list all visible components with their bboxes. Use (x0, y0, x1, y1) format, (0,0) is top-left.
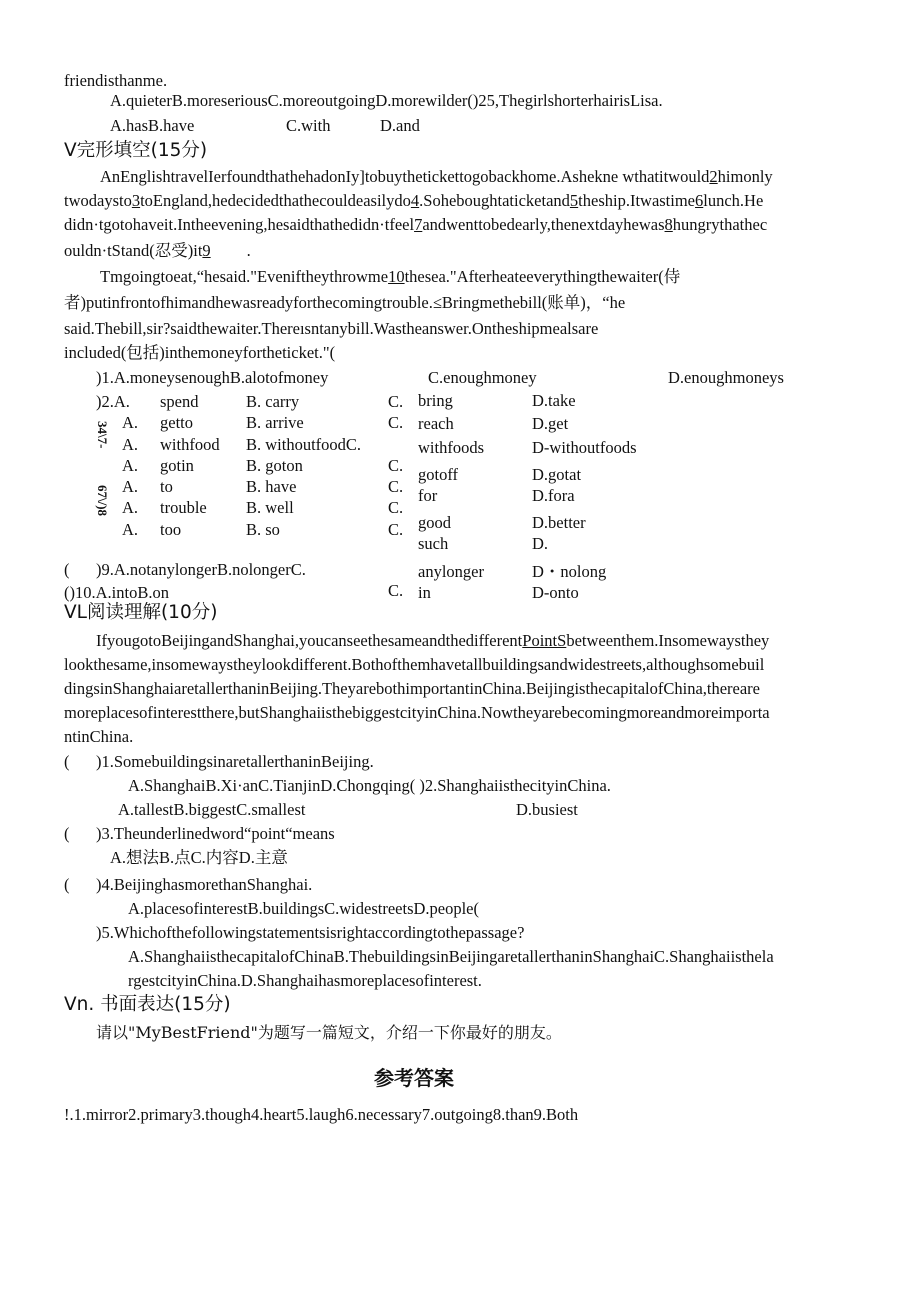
passage-text: twodaysto (64, 191, 132, 210)
cloze-q9-paren: ( (64, 560, 70, 579)
side-question-numbers-top: 34\7- (95, 421, 110, 449)
reading-q4: )4.BeijinghasmorethanShanghai. (96, 875, 313, 894)
reading-passage-line-1 (96, 631, 769, 651)
reading-q5: )5.Whichofthefollowingstatementsisrightaccordingtothepassage? (96, 923, 525, 942)
cloze-q8-option-c: such (418, 534, 449, 553)
cloze-q4-option-b: B. withoutfoodC. (246, 435, 362, 454)
passage-text: lunch.He (703, 191, 764, 210)
reading-q3-paren: ( (64, 824, 70, 843)
answers-line: !.1.mirror2.primary3.though4.heart5.laugh6.necessary7.outgoing8.than9.Both (64, 1105, 579, 1124)
cloze-q6-option-a-letter: A. (122, 477, 139, 496)
cloze-q5-option-a-letter: A. (122, 456, 139, 475)
question-options-line: A.quieterB.moreseriousC.moreoutgoingD.morewilder()25,ThegirlshorterhairisLisa. (110, 91, 663, 110)
cloze-q4-option-c: withfoods (418, 438, 484, 457)
cloze-q10-option-d: D-onto (532, 583, 579, 602)
reading-q5-options-line-1: A.ShanghaiisthecapitalofChinaB.ThebuildingsinBeijingaretallerthaninShanghaiC.Shanghaiisthela (128, 947, 774, 966)
cloze-q7-option-a-letter: A. (122, 498, 139, 517)
cloze-q2-option-a: spend (160, 392, 199, 411)
cloze-q5-option-c: gotoff (418, 465, 459, 484)
blank-8: 8 (664, 215, 673, 234)
cloze-q6-option-c: for (418, 486, 438, 505)
cloze-q4-option-d: D-withoutfoods (532, 438, 637, 457)
cloze-q7-option-d: D.better (532, 513, 586, 532)
cloze-q8-option-d: D. (532, 534, 549, 553)
blank-7: 7 (414, 215, 423, 234)
passage-text: hungrythathec (672, 215, 768, 234)
option-d: D.and (380, 116, 420, 135)
answers-title: 参考答案 (374, 1066, 454, 1090)
cloze-q2-option-c: bring (418, 391, 453, 410)
blank-4: 4 (410, 191, 420, 210)
reading-q5-options-line-2: rgestcityinChina.D.Shanghaihasmoreplacesofinterest. (128, 971, 482, 990)
reading-passage-line-4: moreplacesofinterestthere,butShanghaiisthebiggestcityinChina.Nowtheyarebecomingmoreandmoreimporta (64, 703, 770, 722)
blank-5: 5 (569, 191, 579, 210)
passage-text: AnEnglishtravelIerfoundthathehadonIy]tobuythetickettogobackhome.Ashekne wthatitwould (100, 167, 710, 186)
cloze-q7-option-b: B. well (246, 498, 294, 517)
question-stem-fragment: friendisthanme. (64, 71, 168, 90)
passage-text: betweenthem.Insomewaysthey (566, 631, 770, 650)
option-c: C.with (286, 116, 331, 135)
reading-q2-options: A.tallestB.biggestC.smallest (118, 800, 306, 819)
passage-text: IfyougotoBeijingandShanghai,youcanseethesameandthedifferent (96, 631, 523, 650)
reading-q1-options: A.ShanghaiB.Xi·anC.TianjinD.Chongqing( )2.ShanghaiisthecityinChina. (128, 776, 611, 795)
passage-text: didn·tgotohaveit.Intheevening,hesaidthathedidn·tfeel (64, 215, 415, 234)
cloze-q3-option-c-letter: C. (388, 413, 404, 432)
cloze-q4-option-a: withfood (160, 435, 220, 454)
cloze-q3-option-d: D.get (532, 414, 569, 433)
cloze-q3-option-a-letter: A. (122, 413, 139, 432)
cloze-q5-option-b: B. goton (246, 456, 303, 475)
reading-q4-options: A.placesofinterestB.buildingsC.widestreetsD.people( (128, 899, 480, 918)
passage-text: theship.Itwastime (578, 191, 696, 210)
cloze-q5-option-c-letter: C. (388, 456, 404, 475)
blank-6: 6 (695, 191, 704, 210)
cloze-q2-option-b: B. carry (246, 392, 300, 411)
reading-q2-option-d: D.busiest (516, 800, 578, 819)
passage-text: ouldn·tStand(忍受)it (64, 241, 203, 260)
blank-9: 9 (202, 241, 211, 260)
cloze-passage-line-1 (100, 167, 773, 187)
writing-prompt: 请以"MyBestFriend"为题写一篇短文，介绍一下你最好的朋友。 (96, 1023, 562, 1042)
cloze-passage-line-8: included(包括)inthemoneyfortheticket."( (64, 343, 336, 362)
section-heading-reading: VL阅读理解(10分) (64, 602, 218, 623)
reading-passage-line-2: lookthesame,insomewaystheylookdifferent.Bothofthemhavetallbuildingsandwidestreets,althoughsomebuil (64, 655, 765, 674)
reading-q1: )1.SomebuildingsinaretallerthaninBeijing. (96, 752, 374, 771)
cloze-q7-option-a: trouble (160, 498, 207, 517)
reading-q3-options: A.想法B.点C.内容D.主意 (110, 848, 288, 867)
passage-text: himonly (717, 167, 773, 186)
cloze-q3-option-a: getto (160, 413, 193, 432)
cloze-q2: )2.A. (96, 392, 130, 411)
passage-text: toEngland,hedecidedthathecouldeasilydo (140, 191, 411, 210)
cloze-q2-option-d: D.take (532, 391, 576, 410)
cloze-q3-option-c: reach (418, 414, 454, 433)
reading-q1-paren: ( (64, 752, 70, 771)
cloze-q10-option-c: in (418, 583, 431, 602)
cloze-passage-line-2 (64, 191, 763, 211)
passage-text: thesea."Afterheateeverythingthewaiter(侍 (404, 267, 681, 286)
cloze-q6-option-b: B. have (246, 477, 297, 496)
cloze-q9: )9.A.notanylongerB.nolongerC. (96, 560, 306, 579)
cloze-passage-line-7: said.Thebill,sir?saidthewaiter.Thereısntanybill.Wastheanswer.Ontheshipmealsare (64, 319, 599, 338)
reading-passage-line-5: ntinChina. (64, 727, 134, 746)
cloze-q1-option-d: D.enoughmoneys (668, 368, 784, 387)
cloze-q10-option-c-letter: C. (388, 581, 404, 600)
reading-q4-paren: ( (64, 875, 70, 894)
cloze-q4-option-a-letter: A. (122, 435, 139, 454)
cloze-q6-option-a: to (160, 477, 173, 496)
cloze-q6-option-c-letter: C. (388, 477, 404, 496)
underlined-word-point: PointS (522, 631, 567, 650)
cloze-q8-option-b: B. so (246, 520, 280, 539)
option-ab: A.hasB.have (110, 116, 195, 135)
cloze-passage-line-6: 者)putinfrontofhimandhewasreadyforthecomingtrouble.≤Bringmethebill(账单)，“he (64, 293, 626, 312)
section-heading-cloze: V完形填空(15分) (64, 140, 208, 161)
passage-text: . (246, 241, 251, 260)
cloze-q5-option-d: D.gotat (532, 465, 582, 484)
cloze-q3-option-b: B. arrive (246, 413, 304, 432)
cloze-q5-option-a: gotin (160, 456, 194, 475)
passage-text: Tmgoingtoeat,“hesaid."Eveniftheythrowme (100, 267, 389, 286)
cloze-q9-option-c: anylonger (418, 562, 484, 581)
cloze-q8-option-c-letter: C. (388, 520, 404, 539)
section-heading-writing: Vn. 书面表达(15分) (64, 994, 231, 1015)
cloze-q2-option-c-letter: C. (388, 392, 404, 411)
cloze-q10: ()10.A.intoB.on (64, 583, 169, 602)
reading-passage-line-3: dingsinShanghaiaretallerthaninBeijing.TheyarebothimportantinChina.BeijingisthecapitalofChina,thereare (64, 679, 761, 698)
reading-q3: )3.Theunderlinedword“point“means (96, 824, 335, 843)
side-question-numbers-bottom: 67\/)8 (95, 485, 110, 517)
cloze-q7-option-c-letter: C. (388, 498, 404, 517)
cloze-passage-line-4 (64, 241, 251, 261)
cloze-q8-option-a-letter: A. (122, 520, 139, 539)
cloze-q1: )1.A.moneysenoughB.alotofmoney (96, 368, 329, 387)
blank-2: 2 (709, 167, 718, 186)
blank-3: 3 (131, 191, 141, 210)
cloze-q8-option-a: too (160, 520, 182, 539)
cloze-passage-line-3 (64, 215, 767, 235)
blank-10: 10 (388, 267, 405, 286)
passage-text: .Soheboughtaticketand (419, 191, 570, 210)
cloze-passage-line-5 (100, 267, 680, 287)
cloze-q1-option-c: C.enoughmoney (428, 368, 537, 387)
cloze-q7-option-c: good (418, 513, 451, 532)
cloze-q9-option-d: D・nolong (532, 562, 607, 581)
passage-text: andwenttobedearly,thenextdayhewas (422, 215, 665, 234)
cloze-q6-option-d: D.fora (532, 486, 575, 505)
